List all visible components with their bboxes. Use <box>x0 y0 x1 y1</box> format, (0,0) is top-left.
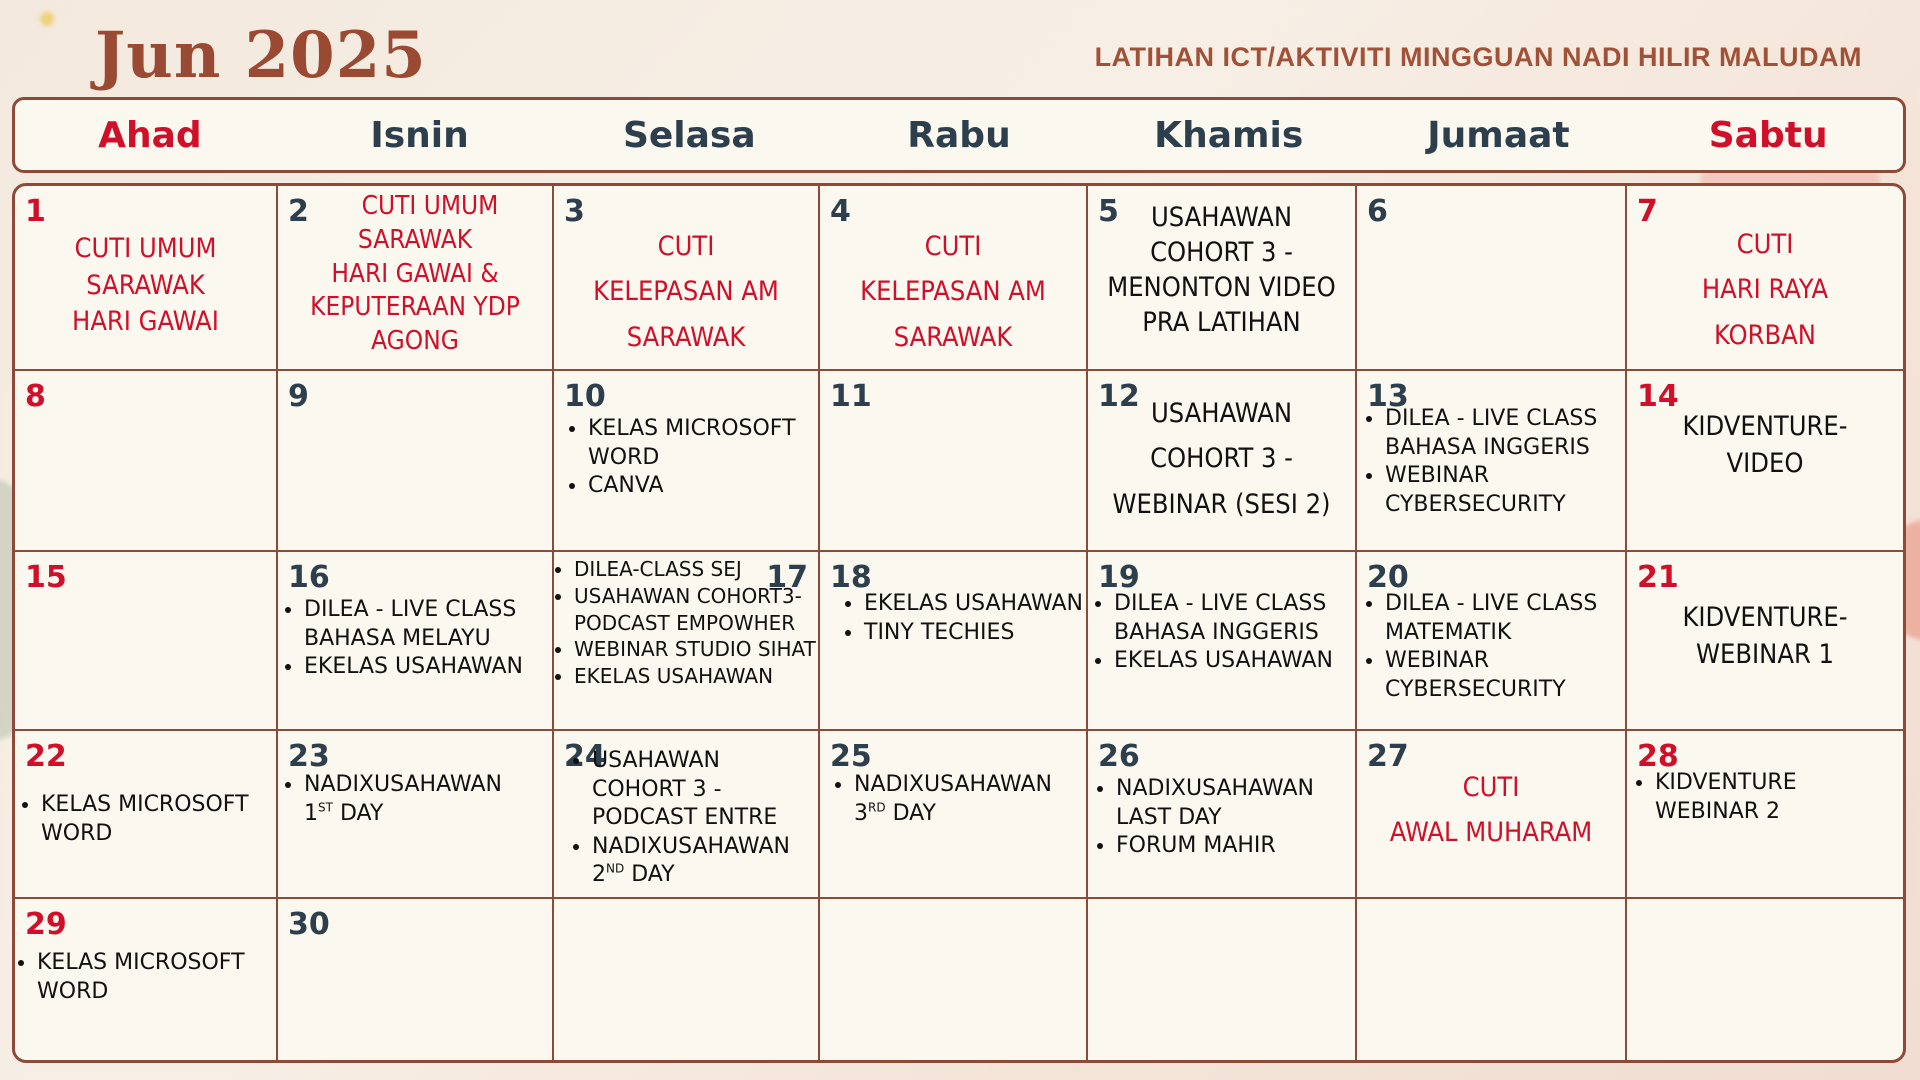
day-number: 7 <box>1637 194 1658 229</box>
day-cell-23 <box>278 731 554 899</box>
day-number: 30 <box>288 907 330 942</box>
event-item: • TINY TECHIES <box>864 619 1083 648</box>
day-number: 15 <box>25 560 67 595</box>
event-list <box>1629 769 1903 826</box>
day-cell-1 <box>15 186 278 371</box>
day-cell-2 <box>278 186 554 371</box>
event-item: • CANVA <box>588 472 818 501</box>
holiday-label: CUTI UMUM SARAWAK HARI GAWAI <box>72 233 219 338</box>
event-item: • EKELAS USAHAWAN <box>574 663 818 690</box>
event-item: • DILEA-CLASS SEJ <box>574 556 818 583</box>
day-cell-29 <box>15 899 278 1060</box>
event-item: • USAHAWAN COHORT 3 - PODCAST ENTRE <box>592 747 818 833</box>
day-number: 21 <box>1637 560 1679 595</box>
event-item: • FORUM MAHIR <box>1116 832 1355 861</box>
holiday-label: CUTI AWAL MUHARAM <box>1389 772 1593 849</box>
day-cell-14 <box>1627 371 1903 552</box>
empty-cell <box>1088 899 1357 1060</box>
day-number: 4 <box>830 194 851 229</box>
event-item: • EKELAS USAHAWAN <box>304 653 552 682</box>
day-cell-30 <box>278 899 554 1060</box>
calendar-grid <box>12 183 1906 1063</box>
event-item: • NADIXUSAHAWAN 3RD DAY <box>854 771 1052 828</box>
empty-cell <box>820 899 1088 1060</box>
event-item: • DILEA - LIVE CLASS BAHASA MELAYU <box>304 596 552 653</box>
holiday-label: CUTI HARI RAYA KORBAN <box>1701 229 1829 351</box>
weekday-wednesday: Rabu <box>907 114 1011 156</box>
day-number: 25 <box>830 739 872 774</box>
event-list <box>838 590 1083 647</box>
event-item: • EKELAS USAHAWAN <box>1114 647 1355 676</box>
day-number: 16 <box>288 560 330 595</box>
weekday-monday: Isnin <box>370 114 469 156</box>
event-list <box>554 556 818 690</box>
day-cell-26 <box>1088 731 1357 899</box>
event-label: USAHAWAN COHORT 3 - WEBINAR (SESI 2) <box>1112 398 1331 520</box>
event-item: • KELAS MICROSOFT WORD <box>41 791 276 848</box>
event-label: USAHAWAN COHORT 3 - MENONTON VIDEO PRA LATIHAN <box>1107 202 1336 339</box>
day-cell-25 <box>820 731 1088 899</box>
weekday-friday: Jumaat <box>1427 114 1570 156</box>
event-list <box>278 596 552 682</box>
event-item: • WEBINAR CYBERSECURITY <box>1385 647 1625 704</box>
holiday-label: CUTI UMUM SARAWAK HARI GAWAI & KEPUTERAAN YDP AGONG <box>310 191 520 357</box>
day-number: 28 <box>1637 739 1679 774</box>
day-cell-11 <box>820 371 1088 552</box>
day-cell-19 <box>1088 552 1357 731</box>
event-list <box>828 771 1052 828</box>
event-item: • EKELAS USAHAWAN <box>864 590 1083 619</box>
weekday-sunday: Ahad <box>98 114 202 156</box>
day-number: 10 <box>564 379 606 414</box>
day-number: 18 <box>830 560 872 595</box>
event-item: • DILEA - LIVE CLASS BAHASA INGGERIS <box>1385 405 1625 462</box>
day-number: 29 <box>25 907 67 942</box>
day-number: 22 <box>25 739 67 774</box>
holiday-label: CUTI KELEPASAN AM SARAWAK <box>860 231 1046 353</box>
event-item: • DILEA - LIVE CLASS BAHASA INGGERIS <box>1114 590 1355 647</box>
day-number: 14 <box>1637 379 1679 414</box>
day-number: 13 <box>1367 379 1409 414</box>
event-item: • KELAS MICROSOFT WORD <box>588 415 818 472</box>
day-cell-24 <box>554 731 820 899</box>
day-cell-28 <box>1627 731 1903 899</box>
weekday-tuesday: Selasa <box>622 114 756 156</box>
day-number: 3 <box>564 194 585 229</box>
empty-cell <box>1627 899 1903 1060</box>
empty-cell <box>1357 899 1627 1060</box>
event-list <box>15 791 276 848</box>
day-number: 24 <box>564 739 606 774</box>
event-list <box>15 949 276 1006</box>
day-number: 26 <box>1098 739 1140 774</box>
day-cell-15 <box>15 552 278 731</box>
day-cell-10 <box>554 371 820 552</box>
day-number: 1 <box>25 194 46 229</box>
event-list <box>278 771 502 828</box>
day-cell-21 <box>1627 552 1903 731</box>
event-label: KIDVENTURE- VIDEO <box>1682 411 1848 479</box>
day-number: 27 <box>1367 739 1409 774</box>
decor-dot <box>40 12 54 26</box>
day-cell-6 <box>1357 186 1627 371</box>
day-cell-27 <box>1357 731 1627 899</box>
day-number: 5 <box>1098 194 1119 229</box>
day-number: 2 <box>288 194 309 229</box>
event-item: • NADIXUSAHAWAN 1ST DAY <box>304 771 502 828</box>
weekday-header <box>12 97 1906 173</box>
weekday-thursday: Khamis <box>1154 114 1304 156</box>
day-number: 19 <box>1098 560 1140 595</box>
holiday-label: CUTI KELEPASAN AM SARAWAK <box>593 231 779 353</box>
day-cell-18 <box>820 552 1088 731</box>
day-number: 17 <box>766 560 808 595</box>
event-item: • KIDVENTURE WEBINAR 2 <box>1655 769 1903 826</box>
event-item: • DILEA - LIVE CLASS MATEMATIK <box>1385 590 1625 647</box>
event-item: • KELAS MICROSOFT WORD <box>37 949 276 1006</box>
day-number: 12 <box>1098 379 1140 414</box>
event-list <box>566 747 818 890</box>
weekday-saturday: Sabtu <box>1708 114 1828 156</box>
event-item: • NADIXUSAHAWAN LAST DAY <box>1116 775 1355 832</box>
day-cell-9 <box>278 371 554 552</box>
day-cell-17 <box>554 552 820 731</box>
page-title: Jun 2025 <box>95 18 427 93</box>
day-cell-4 <box>820 186 1088 371</box>
event-list <box>1088 590 1355 676</box>
day-number: 23 <box>288 739 330 774</box>
day-number: 20 <box>1367 560 1409 595</box>
event-item: • WEBINAR CYBERSECURITY <box>1385 462 1625 519</box>
day-number: 11 <box>830 379 872 414</box>
day-cell-7 <box>1627 186 1903 371</box>
event-item: • WEBINAR STUDIO SIHAT <box>574 636 818 663</box>
page-subtitle: LATIHAN ICT/AKTIVITI MINGGUAN NADI HILIR MALUDAM <box>1094 42 1862 72</box>
day-cell-20 <box>1357 552 1627 731</box>
empty-cell <box>554 899 820 1060</box>
event-list <box>562 415 818 501</box>
event-item: • USAHAWAN COHORT3-PODCAST EMPOWHER <box>574 583 818 637</box>
event-item: • NADIXUSAHAWAN 2ND DAY <box>592 833 818 890</box>
day-cell-5 <box>1088 186 1357 371</box>
day-number: 6 <box>1367 194 1388 229</box>
event-list <box>1090 775 1355 861</box>
day-number: 8 <box>25 379 46 414</box>
event-label: KIDVENTURE- WEBINAR 1 <box>1682 602 1848 670</box>
day-cell-22 <box>15 731 278 899</box>
day-cell-12 <box>1088 371 1357 552</box>
day-cell-16 <box>278 552 554 731</box>
event-list <box>1359 405 1625 519</box>
day-number: 9 <box>288 379 309 414</box>
day-cell-13 <box>1357 371 1627 552</box>
day-cell-3 <box>554 186 820 371</box>
event-list <box>1359 590 1625 704</box>
day-cell-8 <box>15 371 278 552</box>
